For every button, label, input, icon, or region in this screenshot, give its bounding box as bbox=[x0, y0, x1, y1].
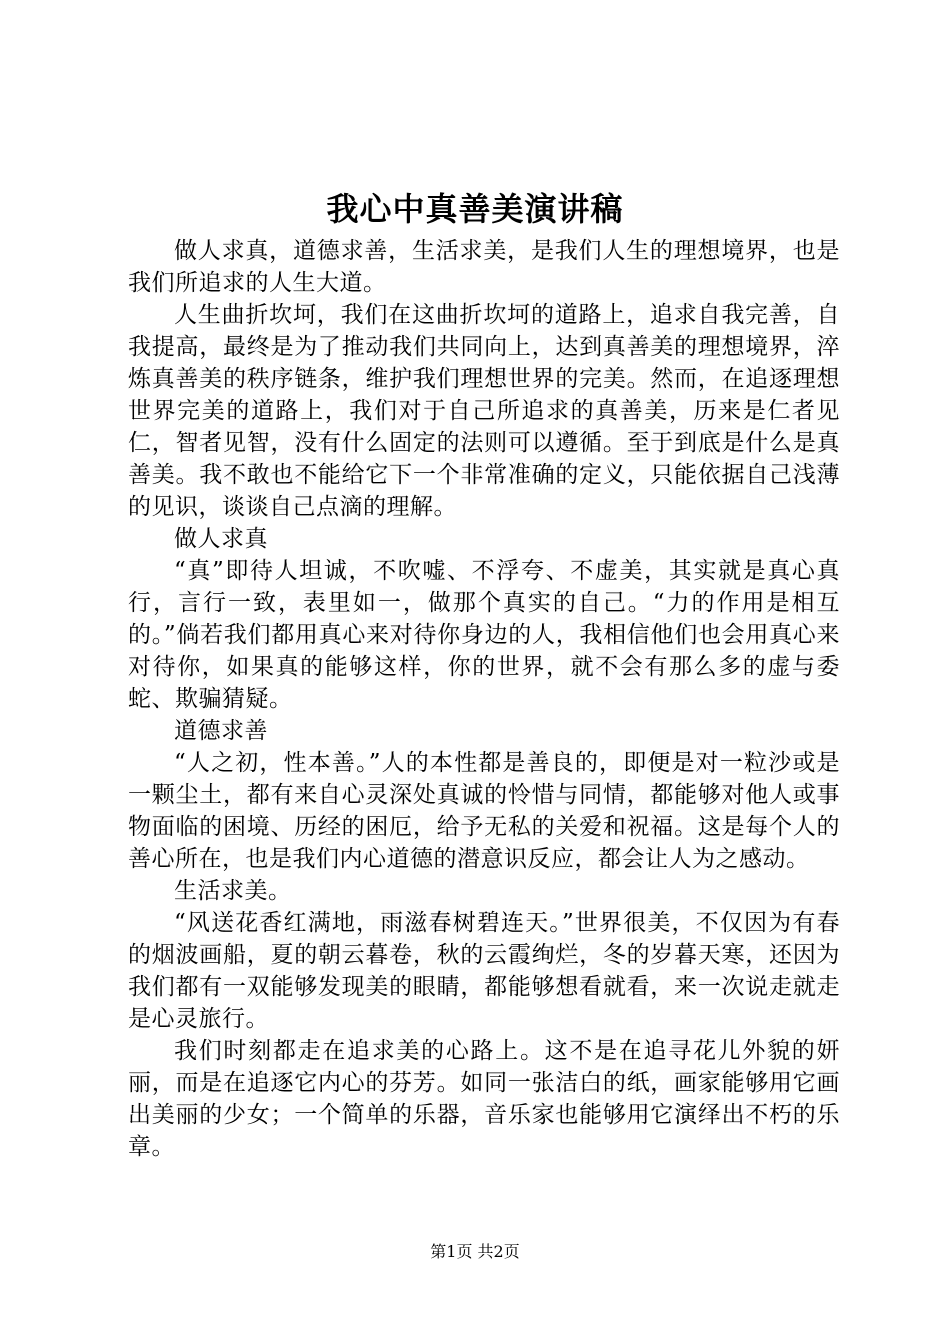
page-footer: 第1页 共2页 bbox=[430, 1242, 520, 1261]
paragraph-life-path: 人生曲折坎坷，我们在这曲折坎坷的道路上，追求自我完善，自我提高，最终是为了推动我们共同向上，达到真善美的理想境界，淬炼真善美的秩序链条，维护我们理想世界的完美。然而，在追逐理想世界完美的道路上，我们对于自己所追求的真善美，历来是仁者见仁，智者见智，没有什么固定的法则可以遵循。至于到底是什么是真善美。我不敢也不能给它下一个非常准确的定义，只能依据自己浅薄的见识，谈谈自己点滴的理解。 bbox=[128, 302, 840, 520]
paragraph-truth: “真”即待人坦诚，不吹嘘、不浮夸、不虚美，其实就是真心真行，言行一致，表里如一，做那个真实的自己。“力的作用是相互的。”倘若我们都用真心来对待你身边的人，我相信他们也会用真心来对待你，如果真的能够这样，你的世界，就不会有那么多的虚与委蛇、欺骗猜疑。 bbox=[128, 558, 840, 712]
paragraph-goodness: “人之初，性本善。”人的本性都是善良的，即便是对一粒沙或是一颗尘土，都有来自心灵深处真诚的怜惜与同情，都能够对他人或事物面临的困境、历经的困厄，给予无私的关爱和祝福。这是每个人的善心所在，也是我们内心道德的潜意识反应，都会让人为之感动。 bbox=[128, 750, 840, 872]
section-heading-goodness: 道德求善 bbox=[174, 718, 268, 744]
paragraph-intro: 做人求真，道德求善，生活求美，是我们人生的理想境界，也是我们所追求的人生大道。 bbox=[128, 238, 840, 296]
paragraph-pursuit: 我们时刻都走在追求美的心路上。这不是在追寻花儿外貌的妍丽，而是在追逐它内心的芬芳。如同一张洁白的纸，画家能够用它画出美丽的少女；一个简单的乐器，音乐家也能够用它演绎出不朽的乐章。 bbox=[128, 1038, 840, 1160]
document-body bbox=[128, 235, 840, 1163]
section-heading-beauty: 生活求美。 bbox=[174, 878, 292, 904]
paragraph-beauty: “风送花香红满地，雨滋春树碧连天。”世界很美，不仅因为有春的烟波画船，夏的朝云暮卷，秋的云霞绚烂，冬的岁暮天寒，还因为我们都有一双能够发现美的眼睛，都能够想看就看，来一次说走就走是心灵旅行。 bbox=[128, 910, 840, 1032]
document-title: 我心中真善美演讲稿 bbox=[326, 190, 624, 228]
section-heading-truth: 做人求真 bbox=[174, 526, 268, 552]
